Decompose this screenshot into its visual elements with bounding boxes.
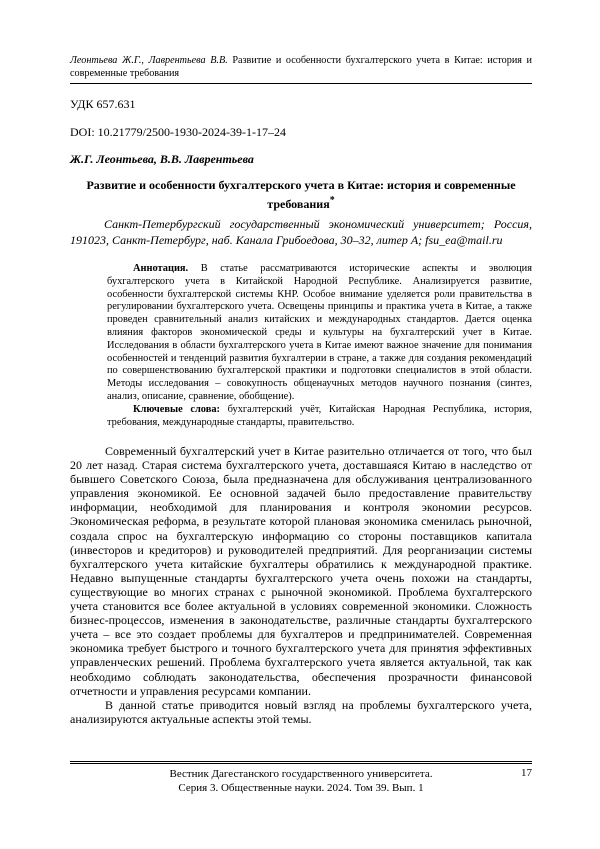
header-divider bbox=[70, 83, 532, 84]
body-paragraph: В данной статье приводится новый взгляд на проблемы бухгалтерского учета, анализируются актуальные аспекты этой темы. bbox=[70, 697, 532, 726]
keywords bbox=[107, 404, 532, 430]
keywords-text: бухгалтерский учёт, Китайская Народная Республика, история, требования, международные стандарты, правительство. bbox=[107, 403, 532, 428]
abstract-text: В статье рассматриваются исторические аспекты и эволюция бухгалтерского учета в Китайской Народной Республике. Анализируется развитие, особенности бухгалтерской системы КНР. Особое внимание уделяется роли правительства в регулировании бухгалтерского учета. Освещены принципы и практика учета в Китае, а также проведен сравнительный анализ китайских и международных стандартов. Дается оценка влияния факторов экономической среды и культуры на бухгалтерский учет в Китае. Исследования в области бухгалтерского учета в Китае имеют важное значение для понимания особенностей и тенденций развития бухгалтерии в стране, а также для создания рекомендаций по совершенствованию бухгалтерской практики и подготовки специалистов в этой области. Методы исследования – совокупность общенаучных методов научного познания (синтез, анализ, описание, сравнение, обобщение). bbox=[107, 263, 532, 402]
journal-footer bbox=[70, 767, 532, 795]
article-authors: Ж.Г. Леонтьева, В.В. Лаврентьева bbox=[70, 152, 254, 166]
footer-divider-secondary bbox=[70, 763, 532, 764]
running-header-title: Развитие и особенности бухгалтерского учета в Китае: история и современные требования bbox=[70, 55, 533, 79]
abstract bbox=[107, 263, 532, 404]
footer-divider bbox=[70, 761, 532, 762]
journal-issue: Серия 3. Общественные науки. 2024. Том 39. Вып. 1 bbox=[178, 782, 424, 794]
article-title-text: Развитие и особенности бухгалтерского учета в Китае: история и современные требования bbox=[86, 178, 516, 211]
running-header bbox=[70, 54, 532, 80]
abstract-label: Аннотация. bbox=[133, 263, 189, 274]
article-title bbox=[70, 178, 532, 212]
body-paragraph: Современный бухгалтерский учет в Китае разительно отличается от того, что был 20 лет назад. Старая система бухгалтерского учета, доставшаяся Китаю в наследство от бывшего Советского Союза, была предназначена для обслуживания централизованного управления экономикой. Ее основной задачей было предоставление правительству информации, необходимой для планирования и контроля экономии ресурсов. Экономическая реформа, в результате которой плановая экономика сменилась рыночной, создала спрос на бухгалтерскую информацию со стороны поставщиков капитала (инвесторов и кредиторов) и руководителей предприятий. Для реорганизации системы бухгалтерского учета китайские бухгалтеры обратились к международной практике. Недавно выпущенные стандарты бухгалтерского учета очень похожи на стандарты, существующие во многих странах с рыночной экономикой. Проблема бухгалтерского учета становится все более актуальной в условиях современной экономики. Сложность бизнес-процессов, изменения в законодательстве, различные стандарты бухгалтерского учета – все это создает проблемы для бухгалтеров и предпринимателей. Современная экономика требует быстрого и точного бухгалтерского учета для принятия эффективных управленческих решений. Проблема бухгалтерского учета является актуальной, так как необходимо соблюдать законодательства, обеспечения прозрачности финансовой отчетности и управления ресурсами компании. bbox=[70, 444, 532, 698]
title-footnote-mark: * bbox=[329, 195, 335, 206]
abstract-block bbox=[107, 263, 532, 429]
keywords-label: Ключевые слова: bbox=[133, 403, 220, 415]
doi: DOI: 10.21779/2500-1930-2024-39-1-17–24 bbox=[70, 125, 286, 139]
udk-code: УДК 657.631 bbox=[70, 97, 136, 111]
running-header-authors: Леонтьева Ж.Г., Лаврентьева В.В. bbox=[70, 55, 228, 66]
journal-name: Вестник Дагестанского государственного университета. bbox=[169, 768, 433, 780]
article-body bbox=[70, 444, 532, 726]
affiliation: Санкт-Петербургский государственный экономический университет; Россия, 191023, Санкт-Петербург, наб. Канала Грибоедова, 30–32, литер А; fsu_ea@mail.ru bbox=[70, 217, 532, 247]
page-number: 17 bbox=[521, 767, 532, 779]
